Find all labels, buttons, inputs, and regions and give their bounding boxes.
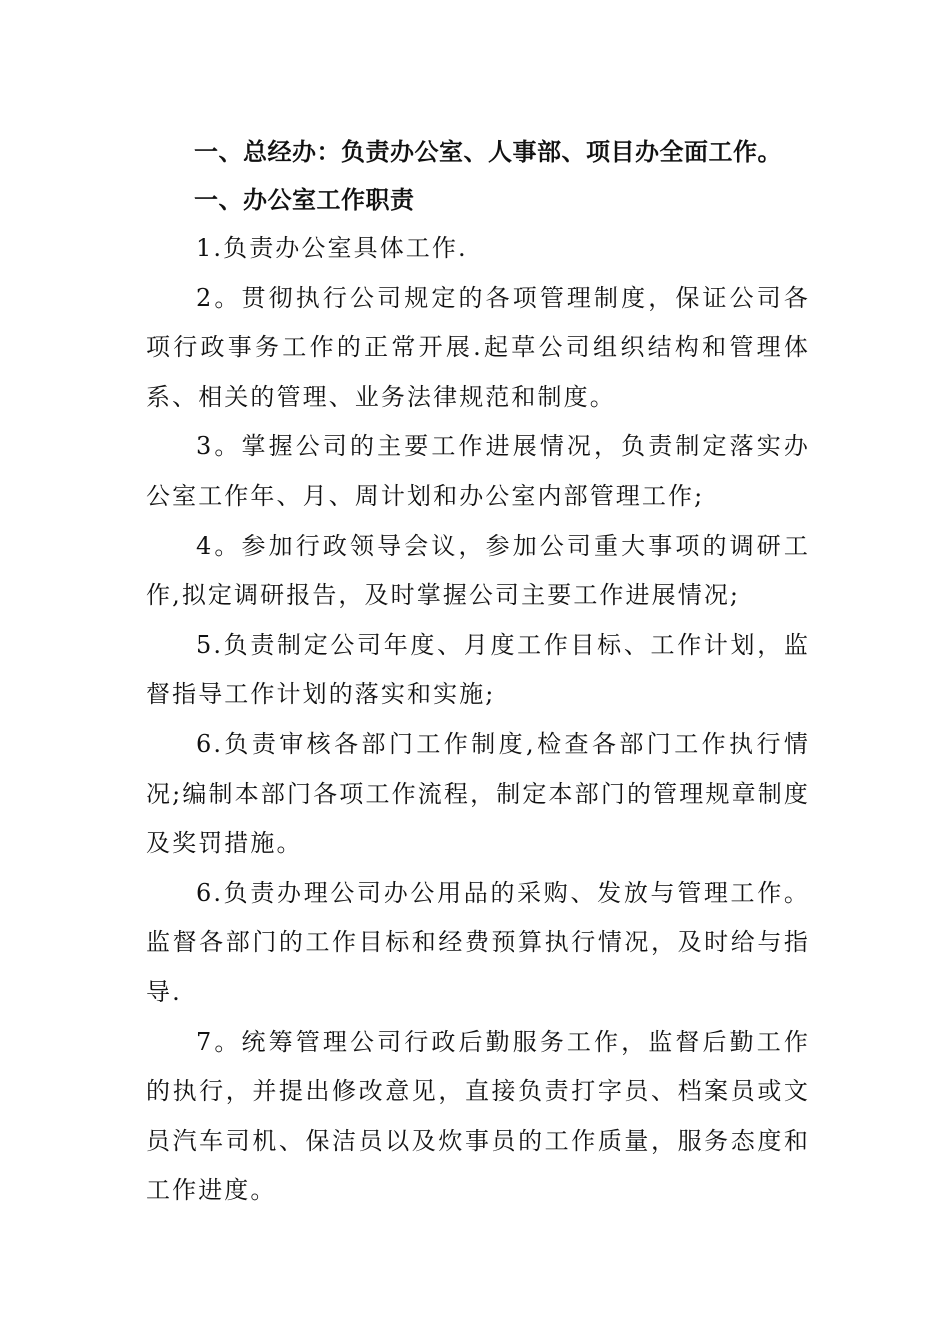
- paragraph-item-5: 5.负责制定公司年度、月度工作目标、工作计划，监督指导工作计划的落实和实施;: [146, 630, 810, 709]
- paragraph-item-4: 4。参加行政领导会议，参加公司重大事项的调研工作,拟定调研报告，及时掌握公司主要工作进展情况;: [146, 531, 810, 610]
- document-body: [146, 128, 810, 1216]
- paragraph-item-6a: 6.负责审核各部门工作制度,检查各部门工作执行情况;编制本部门各项工作流程，制定本部门的管理规章制度及奖罚措施。: [146, 729, 810, 858]
- paragraph-item-6b: 6.负责办理公司办公用品的采购、发放与管理工作。监督各部门的工作目标和经费预算执行情况，及时给与指导.: [146, 878, 810, 1006]
- paragraph-item-3: 3。掌握公司的主要工作进展情况，负责制定落实办公室工作年、月、周计划和办公室内部管理工作;: [146, 432, 810, 510]
- paragraph-item-1: 1.负责办公室具体工作.: [196, 234, 468, 262]
- paragraph-item-2: 2。贯彻执行公司规定的各项管理制度，保证公司各项行政事务工作的正常开展.起草公司组织结构和管理体系、相关的管理、业务法律规范和制度。: [146, 283, 810, 411]
- main-heading: 一、总经办：负责办公室、人事部、项目办全面工作。: [194, 138, 782, 166]
- paragraph-item-7: 7。统筹管理公司行政后勤服务工作，监督后勤工作的执行，并提出修改意见，直接负责打字员、档案员或文员汽车司机、保洁员以及炊事员的工作质量，服务态度和工作进度。: [146, 1027, 810, 1205]
- section-heading: 一、办公室工作职责: [194, 186, 415, 214]
